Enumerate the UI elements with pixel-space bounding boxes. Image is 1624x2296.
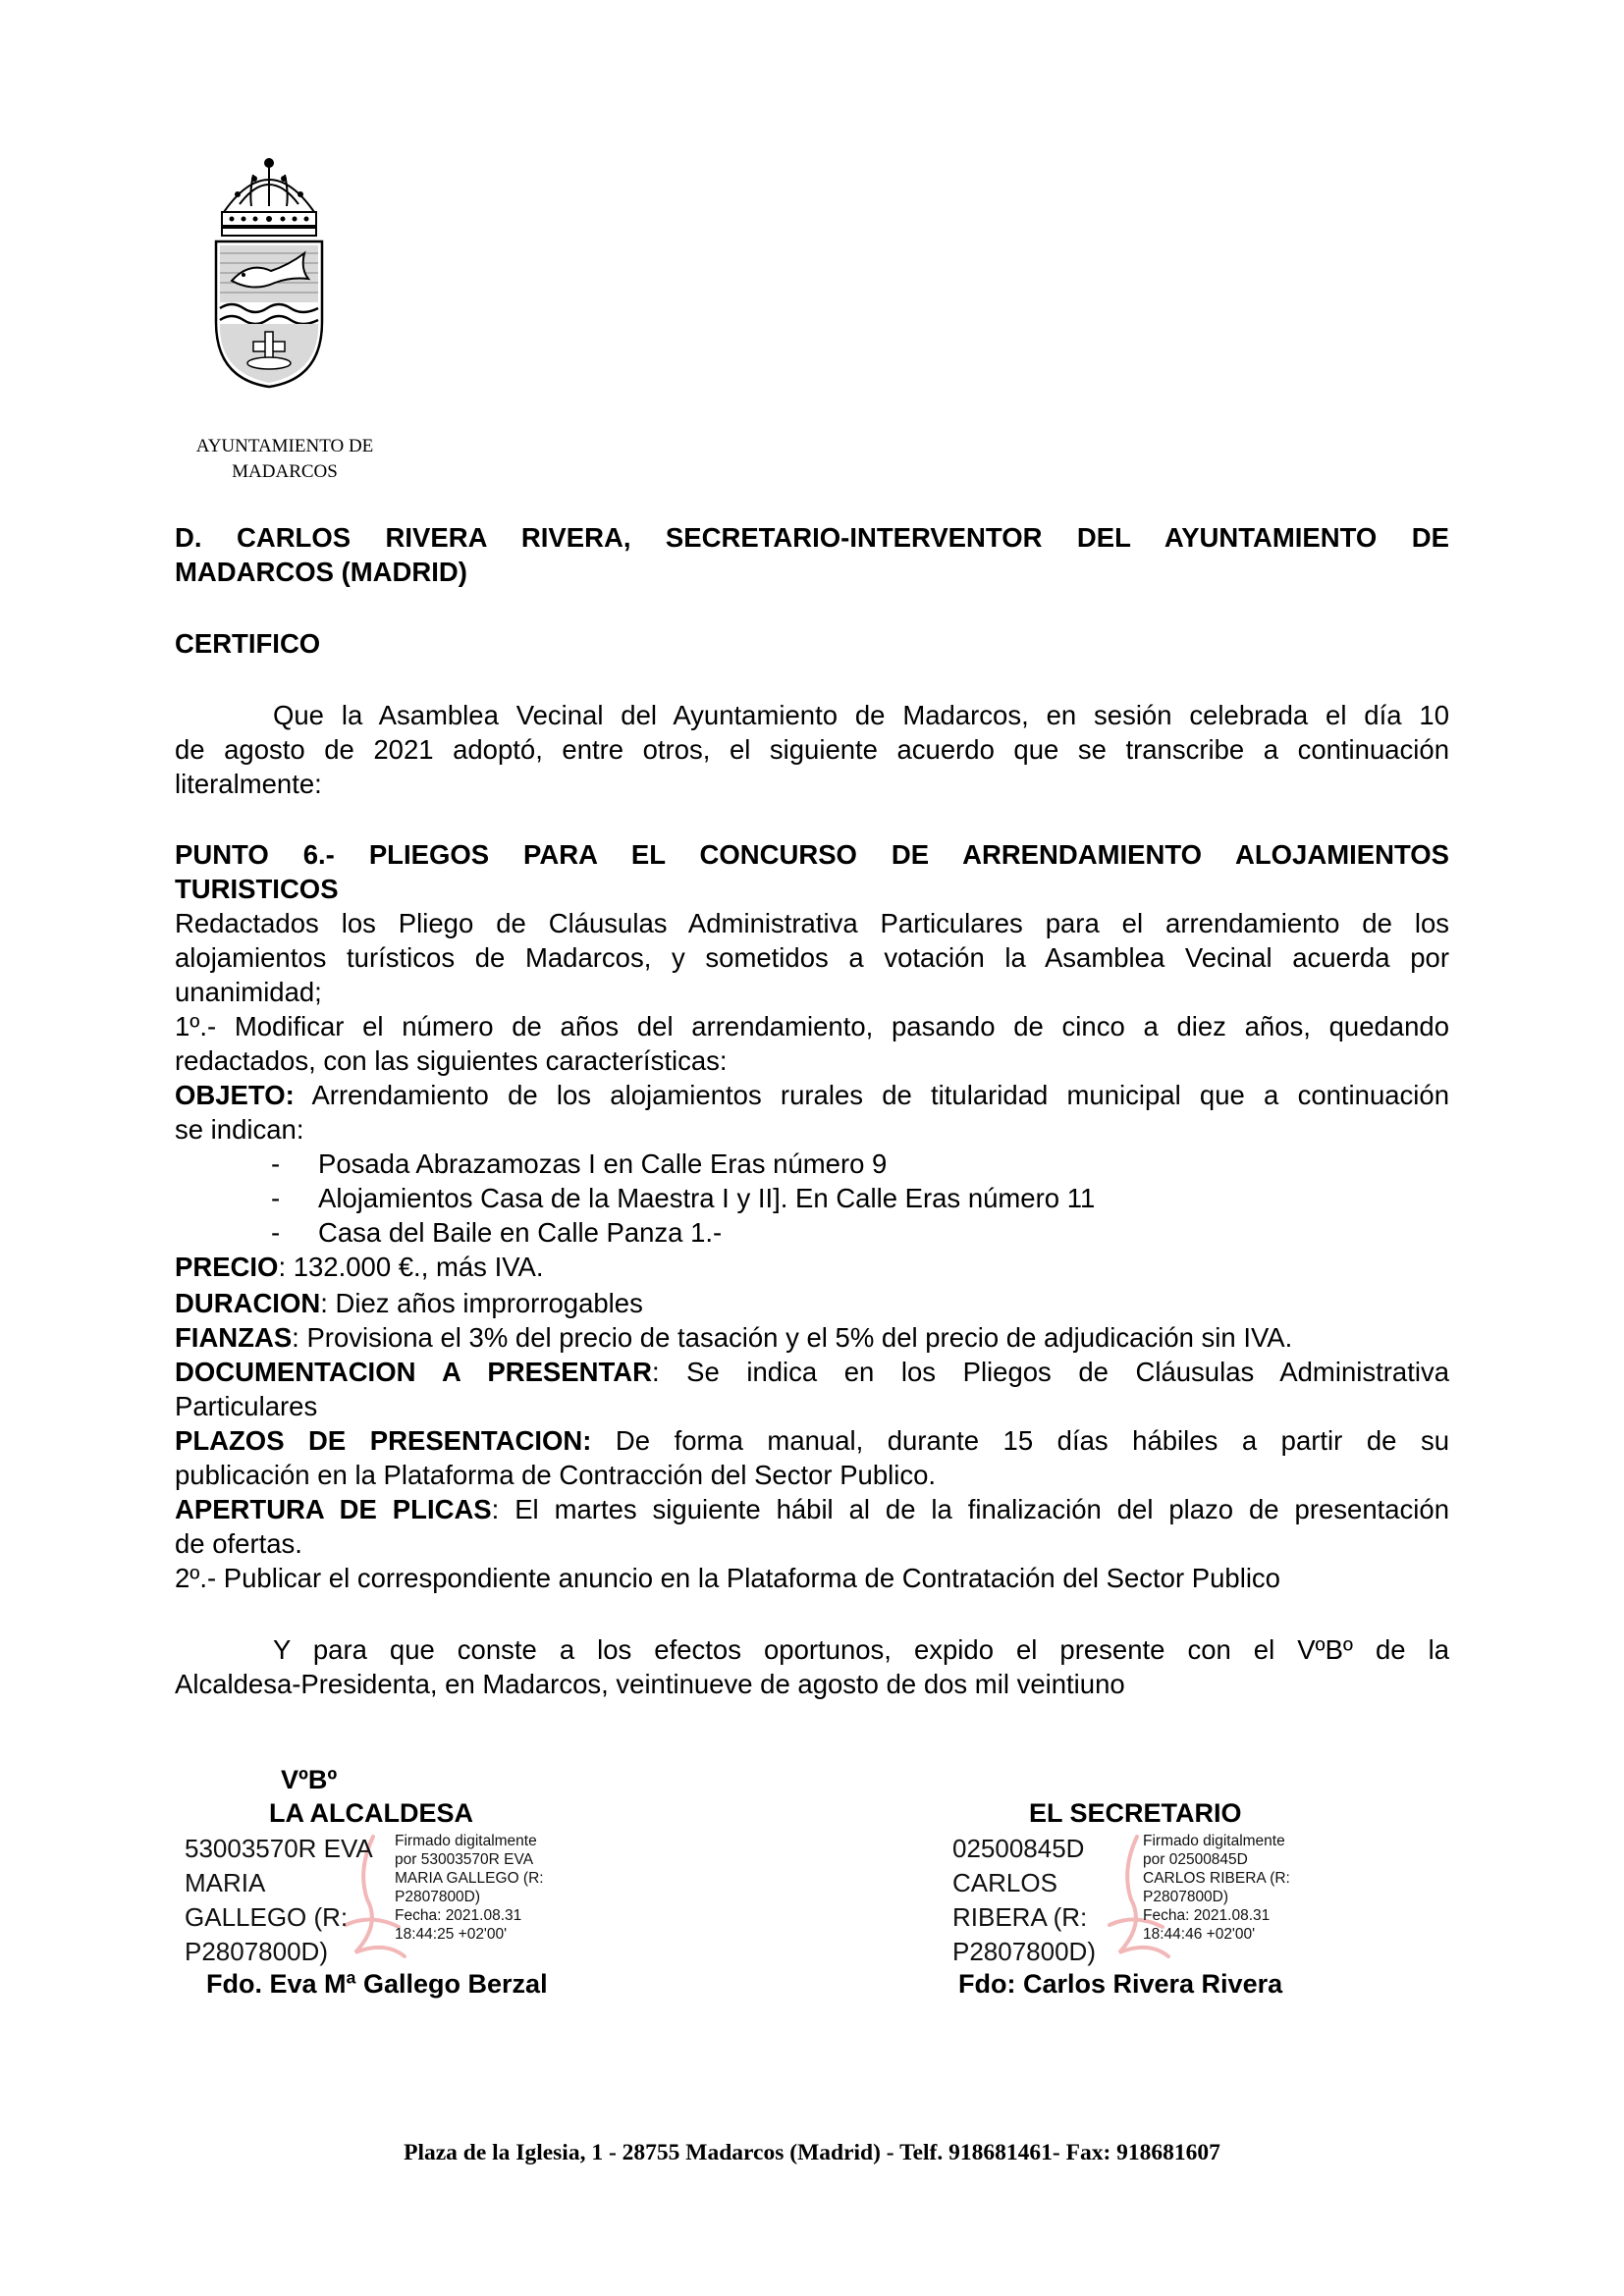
plazos-line2: publicación en la Plataforma de Contracción del Sector Publico.: [175, 1460, 937, 1490]
apertura-line2: de ofertas.: [175, 1528, 302, 1559]
precio-text: : 132.000 €., más IVA.: [278, 1252, 544, 1282]
duracion-text: : Diez años improrrogables: [320, 1288, 643, 1318]
objeto-label: OBJETO:: [175, 1080, 295, 1110]
signature-detail-line: Fecha: 2021.08.31: [395, 1907, 522, 1924]
municipality-name-line1: AYUNTAMIENTO DE: [195, 436, 374, 456]
alcaldesa-fdo: Fdo. Eva Mª Gallego Berzal: [206, 1969, 548, 1999]
item1-line1: 1º.- Modificar el número de años del arrendamiento, pasando de cinco a diez años, quedando: [175, 1011, 1449, 1041]
intro-line3: literalmente:: [175, 769, 322, 799]
apertura-line1: [175, 1492, 1449, 1526]
vobo-label: VºBº: [281, 1765, 338, 1794]
signature-detail-line: P2807800D): [1143, 1889, 1229, 1905]
precio-label: PRECIO: [175, 1252, 279, 1282]
municipality-name-line2: MADARCOS: [232, 461, 338, 482]
plazos-text: De forma manual, durante 15 días hábiles a partir de su: [591, 1425, 1449, 1456]
signature-detail-line: MARIA GALLEGO (R:: [395, 1870, 544, 1887]
item1-line2: redactados, con las siguientes características:: [175, 1045, 728, 1076]
closing-line2: Alcaldesa-Presidenta, en Madarcos, veintinueve de agosto de dos mil veintiuno: [175, 1669, 1125, 1699]
signer-id-line: 53003570R EVA: [185, 1834, 373, 1863]
signer-id-line: CARLOS: [952, 1868, 1057, 1897]
signature-detail-line: por 53003570R EVA: [395, 1851, 534, 1868]
duracion-line: [175, 1286, 643, 1320]
intro-line1: Que la Asamblea Vecinal del Ayuntamiento de Madarcos, en sesión celebrada el día 10: [273, 700, 1449, 730]
footer-address: Plaza de la Iglesia, 1 - 28755 Madarcos (Madrid) - Telf. 918681461- Fax: 918681607: [404, 2140, 1220, 2165]
list-item-text: Alojamientos Casa de la Maestra I y II]. En Calle Eras número 11: [318, 1183, 1096, 1213]
signature-detail-line: Firmado digitalmente: [1143, 1833, 1285, 1849]
list-item-text: Casa del Baile en Calle Panza 1.-: [318, 1217, 723, 1248]
punto-heading-line2: TURISTICOS: [175, 874, 339, 904]
bullet-dash: -: [271, 1148, 281, 1179]
punto-heading-line1: PUNTO 6.- PLIEGOS PARA EL CONCURSO DE ARRENDAMIENTO ALOJAMIENTOS: [175, 839, 1449, 870]
objeto-text: Arrendamiento de los alojamientos rurales de titularidad municipal que a continuación: [294, 1080, 1449, 1110]
bullet-dash: -: [271, 1183, 281, 1213]
alcaldesa-signature-details: [395, 1832, 544, 1944]
alcaldesa-role: LA ALCALDESA: [269, 1798, 473, 1828]
signer-id-line: P2807800D): [185, 1937, 328, 1966]
documentacion-line2: Particulares: [175, 1391, 318, 1421]
list-item: [271, 1181, 1095, 1215]
objeto-line2: se indican:: [175, 1114, 304, 1145]
certifico-heading: CERTIFICO: [175, 628, 321, 659]
fianzas-label: FIANZAS: [175, 1322, 293, 1353]
secretario-signer-id: [952, 1832, 1096, 1969]
secretario-fdo: Fdo: Carlos Rivera Rivera: [958, 1969, 1283, 1999]
signature-detail-line: CARLOS RIBERA (R:: [1143, 1870, 1290, 1887]
signer-id-line: GALLEGO (R:: [185, 1902, 349, 1932]
para1-line3: unanimidad;: [175, 977, 322, 1007]
signature-detail-line: Fecha: 2021.08.31: [1143, 1907, 1271, 1924]
signature-detail-line: P2807800D): [395, 1889, 481, 1905]
documentacion-line1: [175, 1355, 1449, 1389]
secretario-signature-details: [1143, 1832, 1290, 1944]
signature-detail-line: 18:44:46 +02'00': [1143, 1926, 1256, 1943]
signer-id-line: RIBERA (R:: [952, 1902, 1088, 1932]
signer-id-line: P2807800D): [952, 1937, 1096, 1966]
list-item: [271, 1147, 887, 1181]
documentacion-text: : Se indica en los Pliegos de Cláusulas Administrativa: [651, 1357, 1449, 1387]
document-title-line1: D. CARLOS RIVERA RIVERA, SECRETARIO-INTERVENTOR DEL AYUNTAMIENTO DE: [175, 522, 1449, 553]
signer-id-line: MARIA: [185, 1868, 266, 1897]
bullet-dash: -: [271, 1217, 281, 1248]
coat-of-arms-icon: [210, 155, 328, 389]
apertura-label: APERTURA DE PLICAS: [175, 1494, 492, 1524]
signer-id-line: 02500845D: [952, 1834, 1085, 1863]
intro-line2: de agosto de 2021 adoptó, entre otros, el siguiente acuerdo que se transcribe a continuación: [175, 734, 1449, 765]
signature-detail-line: 18:44:25 +02'00': [395, 1926, 508, 1943]
precio-line: [175, 1250, 544, 1284]
para1-line1: Redactados los Pliego de Cláusulas Administrativa Particulares para el arrendamiento de los: [175, 908, 1449, 938]
signature-detail-line: Firmado digitalmente: [395, 1833, 537, 1849]
document-title-line2: MADARCOS (MADRID): [175, 557, 467, 587]
fianzas-text: : Provisiona el 3% del precio de tasación y el 5% del precio de adjudicación sin IVA.: [292, 1322, 1293, 1353]
para1-line2: alojamientos turísticos de Madarcos, y sometidos a votación la Asamblea Vecinal acuerda por: [175, 942, 1449, 973]
signature-detail-line: por 02500845D: [1143, 1851, 1248, 1868]
alcaldesa-signer-id: [185, 1832, 373, 1969]
list-item: [271, 1215, 722, 1250]
closing-line1: Y para que conste a los efectos oportunos, expido el presente con el VºBº de la: [273, 1634, 1449, 1665]
objeto-line1: [175, 1078, 1449, 1112]
apertura-text: : El martes siguiente hábil al de la finalización del plazo de presentación: [491, 1494, 1449, 1524]
item2-line: 2º.- Publicar el correspondiente anuncio en la Plataforma de Contratación del Sector Publico: [175, 1563, 1280, 1593]
documentacion-label: DOCUMENTACION A PRESENTAR: [175, 1357, 652, 1387]
duracion-label: DURACION: [175, 1288, 321, 1318]
plazos-line1: [175, 1423, 1449, 1458]
fianzas-line: [175, 1320, 1292, 1355]
list-item-text: Posada Abrazamozas I en Calle Eras número 9: [318, 1148, 888, 1179]
plazos-label: PLAZOS DE PRESENTACION:: [175, 1425, 592, 1456]
secretario-role: EL SECRETARIO: [1029, 1798, 1242, 1828]
